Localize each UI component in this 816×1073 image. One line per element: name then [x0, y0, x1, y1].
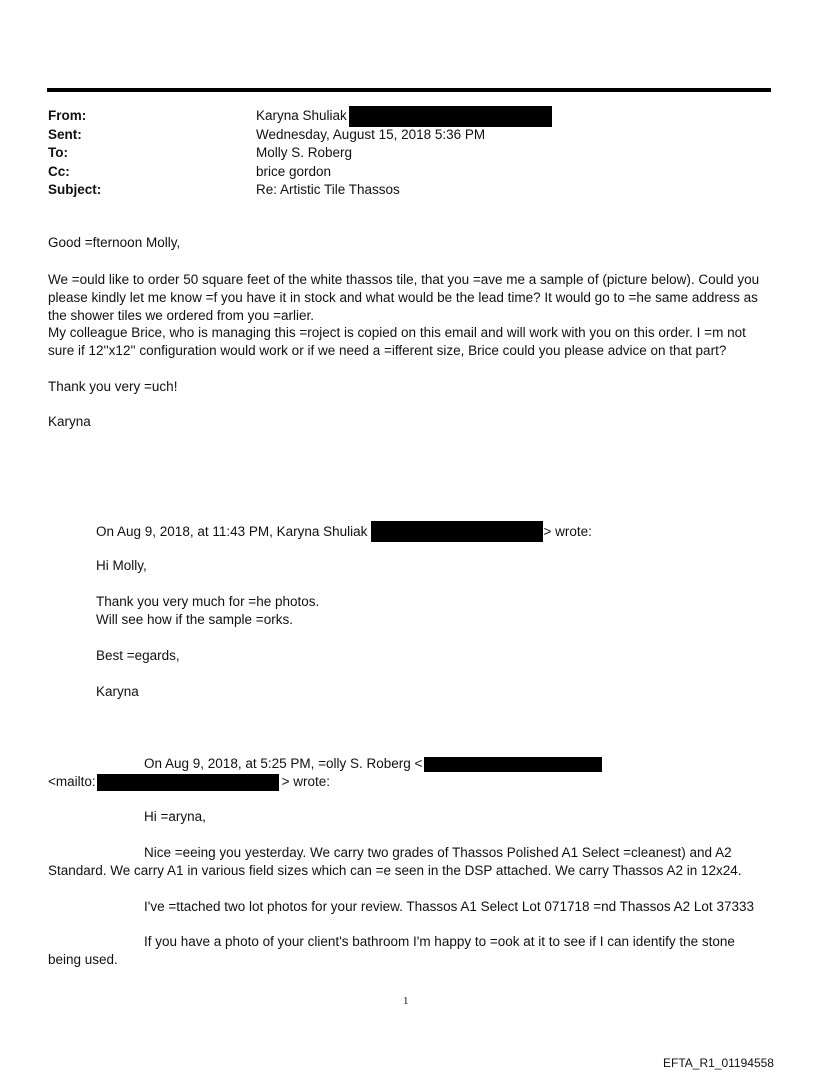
signature: Karyna	[48, 414, 91, 429]
redaction-bar	[349, 106, 552, 127]
subject-label: Subject:	[48, 182, 102, 198]
to-value: Molly S. Roberg	[256, 145, 353, 161]
to-label: To:	[48, 145, 68, 161]
from-value: Karyna Shuliak	[256, 108, 347, 124]
redaction-bar	[424, 757, 602, 772]
subject-row	[48, 181, 768, 200]
document-id: EFTA_R1_01194558	[663, 1056, 774, 1070]
from-row	[48, 107, 768, 126]
thanks-line: Thank you very =uch!	[48, 379, 178, 394]
quote1-signature: Karyna	[96, 684, 139, 699]
quote1-closing: Best =egards,	[96, 648, 180, 663]
quote2-intro	[144, 755, 602, 773]
cc-row	[48, 163, 768, 182]
page-number: 1	[403, 995, 409, 1007]
cc-label: Cc:	[48, 163, 70, 179]
redaction-bar	[371, 521, 543, 542]
quote1-greeting: Hi Molly,	[96, 558, 147, 573]
subject-value: Re: Artistic Tile Thassos	[256, 182, 400, 198]
cc-value: brice gordon	[256, 163, 332, 179]
quote2-paragraph-1: Nice =eeing you yesterday. We carry two grades of Thassos Polished A1 Select =cleanest) and A2 Standard. We carry A1 in various field sizes which can =e seen in the DSP attached. We carry Thassos A2 in 12x24.	[48, 845, 742, 879]
quote1-intro-suffix: > wrote:	[543, 523, 592, 539]
quote2-paragraph-3: If you have a photo of your client's bathroom I'm happy to =ook at it to see if I can identify the stone being used.	[48, 934, 735, 968]
quote1-intro-prefix: On Aug 9, 2018, at 11:43 PM, Karyna Shuliak	[96, 523, 368, 539]
quote1-line-2: Will see how if the sample =orks.	[96, 612, 293, 627]
sent-value: Wednesday, August 15, 2018 5:36 PM	[256, 126, 486, 142]
from-label: From:	[48, 108, 87, 124]
body-paragraph-2: My colleague Brice, who is managing this =roject is copied on this email and will work with you on this order. I =m not sure if 12''x12'' configuration would work or if we need a =ifferent size, Brice could you please advice on that part?	[48, 325, 746, 359]
quote1-intro	[96, 521, 592, 542]
quote2-mailto-prefix: <mailto:	[48, 774, 96, 789]
greeting: Good =fternoon Molly,	[48, 235, 181, 250]
quote2-mailto	[48, 773, 330, 791]
quote2-greeting: Hi =aryna,	[144, 809, 206, 824]
sent-label: Sent:	[48, 126, 82, 142]
quote2-intro-prefix: On Aug 9, 2018, at 5:25 PM, =olly S. Roberg <	[144, 756, 423, 771]
redaction-bar	[97, 774, 279, 791]
quote2-paragraph-2: I've =ttached two lot photos for your review. Thassos A1 Select Lot 071718 =nd Thassos A2 Lot 37333	[144, 899, 754, 914]
to-row	[48, 144, 768, 163]
sent-row	[48, 126, 768, 145]
body-paragraph-1: We =ould like to order 50 square feet of the white thassos tile, that you =ave me a sample of (picture below). Could you please kindly let me know =f you have it in stock and what would be the lead time? It would go to =he same address as the shower tiles we ordered from you =arlier.	[48, 272, 760, 324]
quote2-mailto-suffix: > wrote:	[281, 774, 331, 789]
email-header	[48, 107, 768, 200]
header-rule	[47, 88, 771, 92]
quote1-line-1: Thank you very much for =he photos.	[96, 594, 320, 609]
